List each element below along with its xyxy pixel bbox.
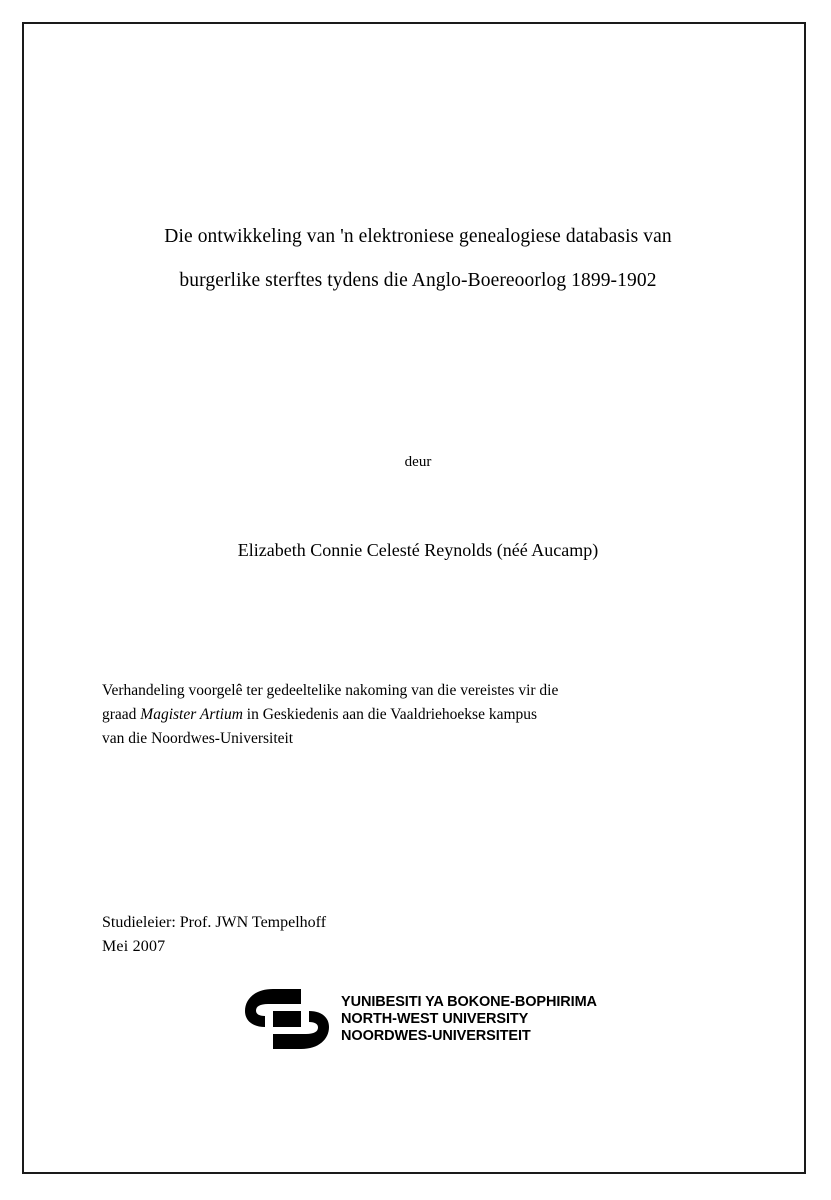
degree-statement-line-2-pre: graad	[102, 706, 141, 723]
logo-text-line-2: NORTH-WEST UNIVERSITY	[341, 1010, 529, 1027]
logo-text-line-1: YUNIBESITI YA BOKONE-BOPHIRIMA	[341, 993, 597, 1010]
title-line-2: burgerlike sterftes tydens die Anglo-Boereoorlog 1899-1902	[179, 270, 657, 291]
page-title	[98, 215, 738, 303]
university-logo	[98, 985, 738, 1053]
author-name: Elizabeth Connie Celesté Reynolds (néé Aucamp)	[237, 540, 599, 560]
degree-statement-line-3: van die Noordwes-Universiteit	[102, 730, 294, 747]
degree-statement	[102, 679, 720, 751]
logo-text-line-3: NOORDWES-UNIVERSITEIT	[341, 1027, 531, 1044]
north-west-university-logo-icon	[239, 985, 335, 1053]
degree-statement-line-2	[102, 703, 720, 727]
degree-statement-line-1: Verhandeling voorgelê ter gedeeltelike nakoming van die vereistes vir die	[102, 682, 559, 699]
by-label: deur	[404, 454, 432, 470]
degree-statement-line-2-post: in Geskiedenis aan die Vaaldriehoekse kampus	[242, 706, 538, 723]
title-line-1: Die ontwikkeling van 'n elektroniese genealogiese databasis van	[164, 226, 672, 247]
degree-name: Magister Artium	[140, 706, 243, 723]
submission-date: Mei 2007	[102, 938, 166, 955]
supervisor-block	[102, 911, 702, 959]
supervisor-name: Studieleier: Prof. JWN Tempelhoff	[102, 914, 327, 931]
page-content	[98, 22, 738, 1174]
university-logo-text	[341, 994, 597, 1045]
